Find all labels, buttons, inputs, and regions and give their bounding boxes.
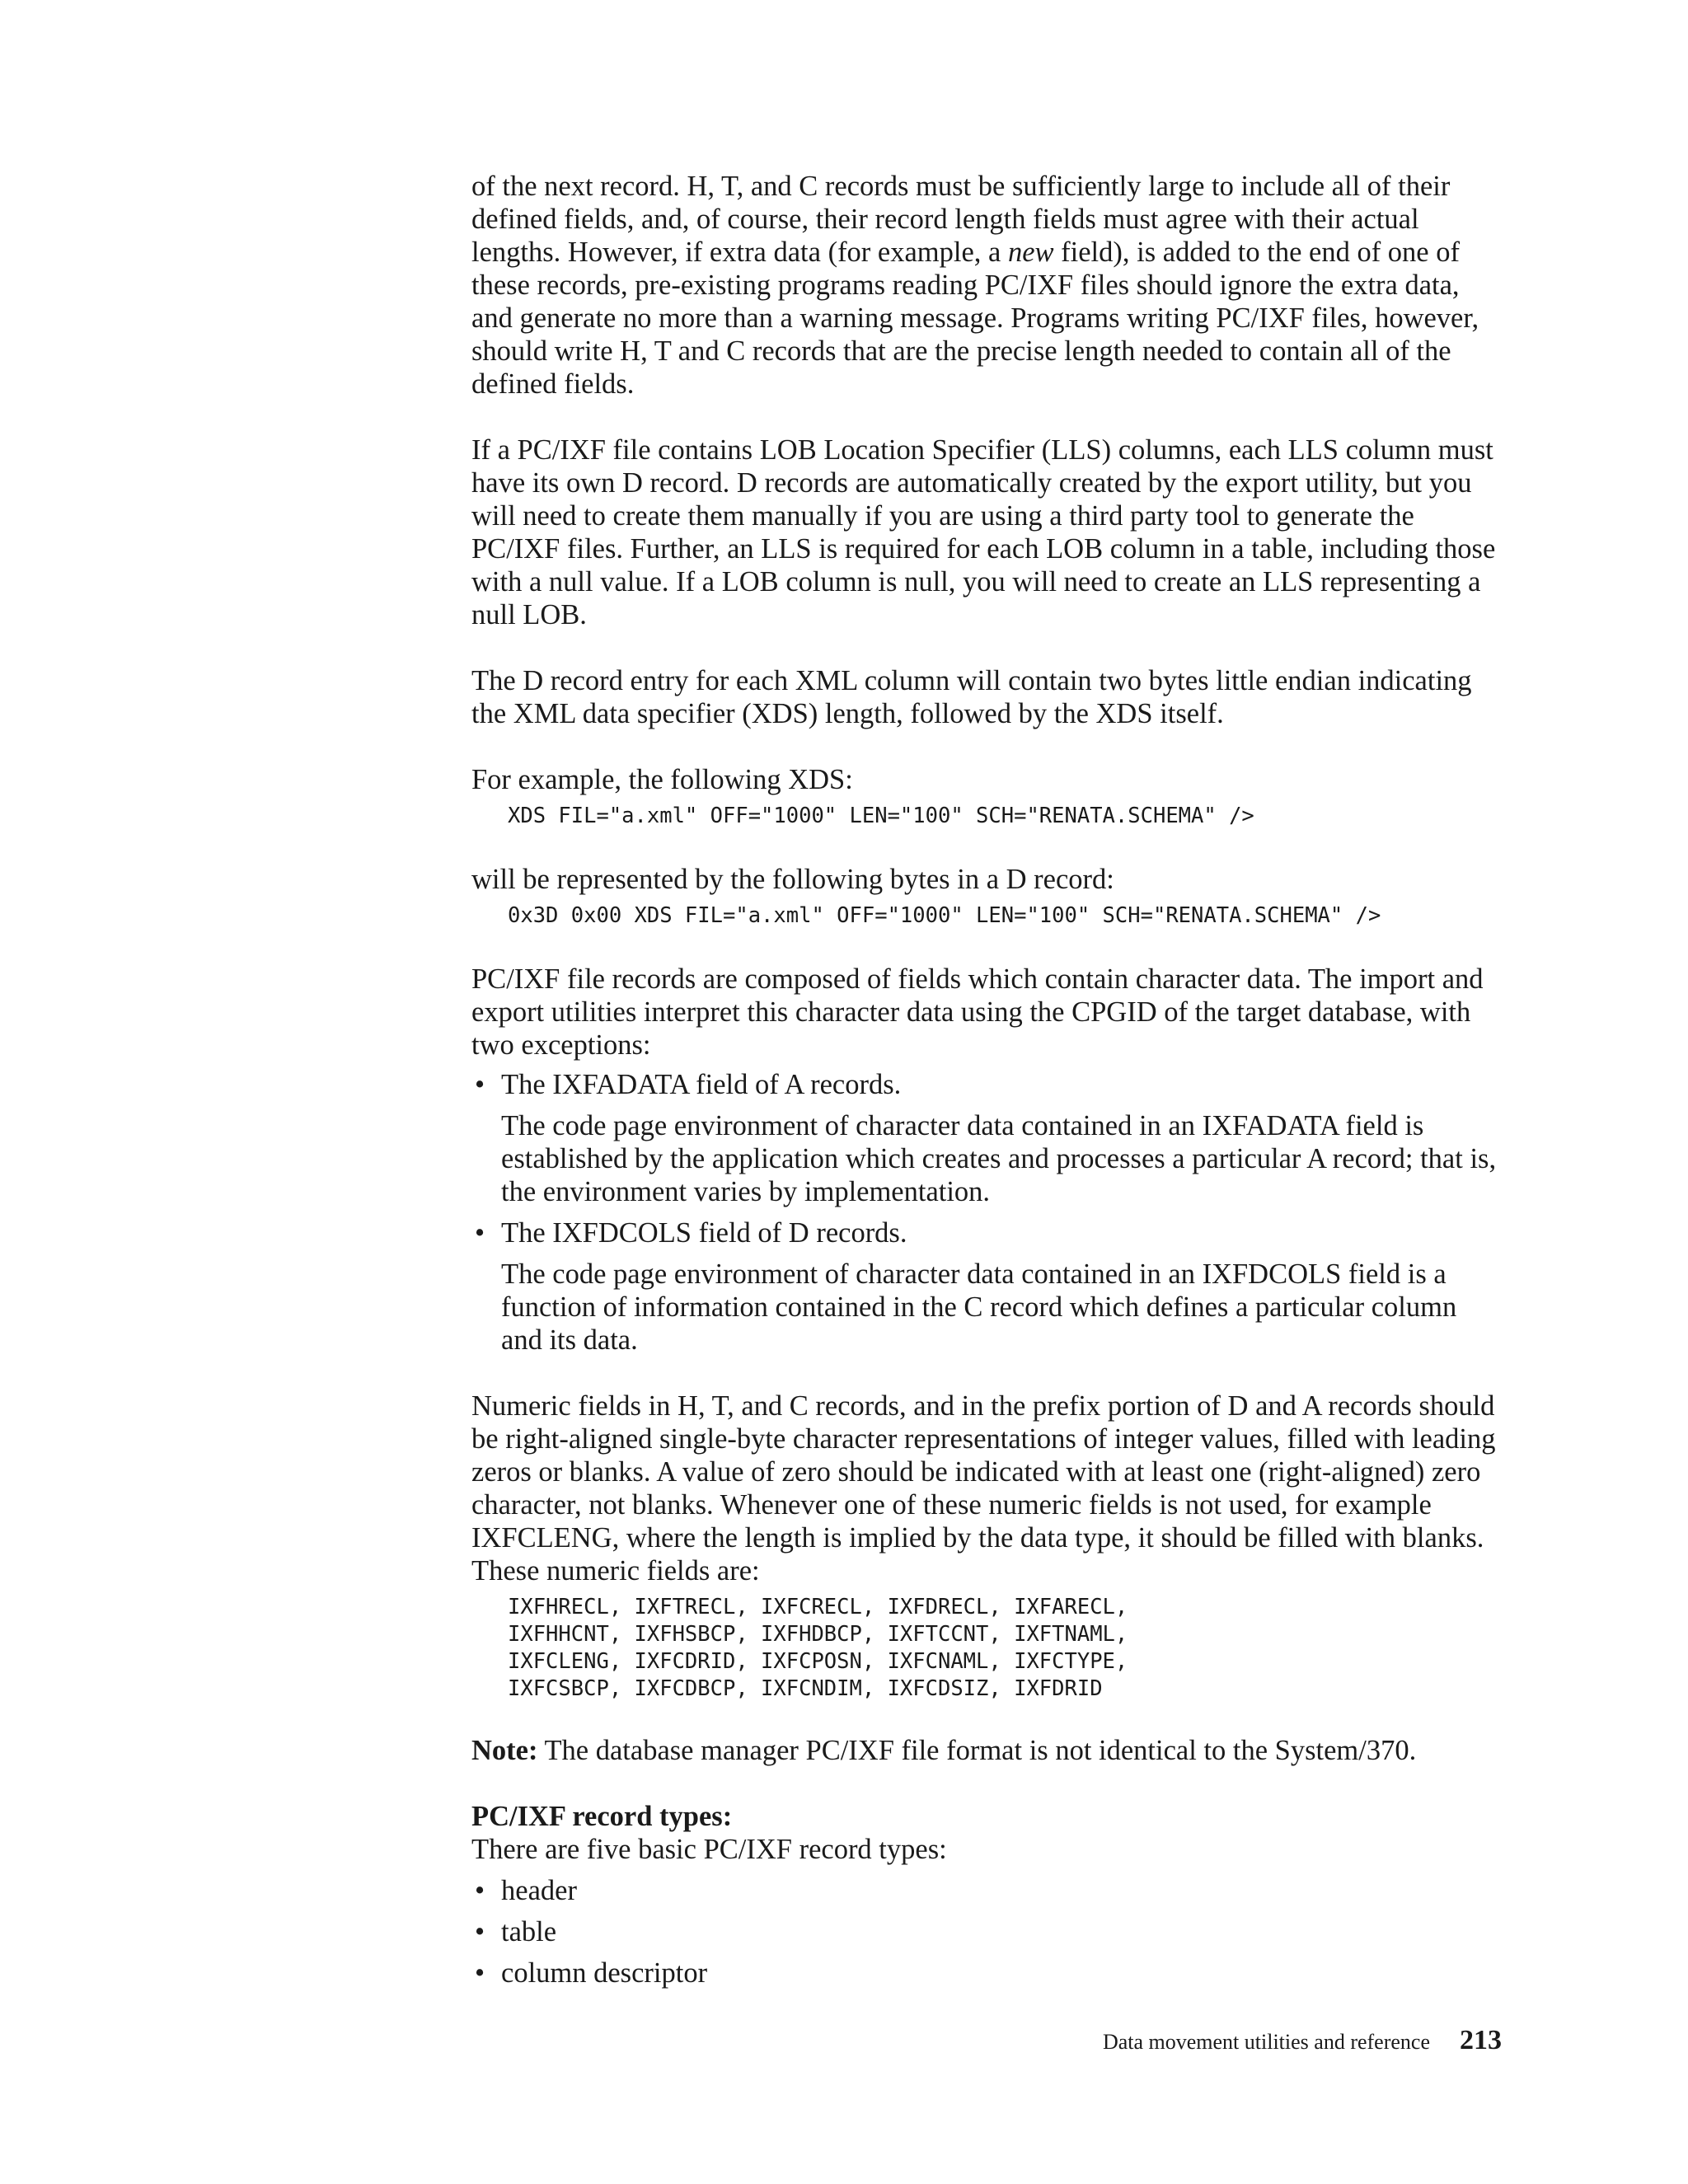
list-item bbox=[471, 1216, 1502, 1357]
paragraph-numeric-fields: Numeric fields in H, T, and C records, and in the prefix portion of D and A records should be right-aligned single-byte character representations of integer values, filled with leading zeros or blanks. A value of zero should be indicated with at least one (right-aligned) zero character, not blanks. Whenever one of these numeric fields is not used, for example IXFCLENG, where the length is implied by the data type, it should be filled with blanks. These numeric fields are: bbox=[471, 1390, 1496, 1586]
paragraph-d-record-bytes: will be represented by the following bytes in a D record: bbox=[471, 864, 1114, 895]
italic-new: new bbox=[1007, 237, 1054, 268]
record-type-label: table bbox=[501, 1916, 557, 1947]
page-footer bbox=[1103, 2024, 1502, 2059]
note bbox=[471, 1734, 1502, 1767]
footer-section-title: Data movement utilities and reference bbox=[1102, 2030, 1430, 2054]
page-number: 213 bbox=[1460, 2025, 1502, 2055]
list-item bbox=[471, 1874, 1502, 1907]
paragraph-character-data: PC/IXF file records are composed of fields which contain character data. The import and export utilities interpret this character data using the CPGID of the target database, with two exceptions: bbox=[471, 963, 1484, 1061]
bullet-icon: • bbox=[475, 1957, 485, 1989]
paragraph-record-length: of the next record. H, T, and C records must be sufficiently large to include all of their defined fields, and, of course, their record length fields must agree with their actual lengths. However, if extra data (for example, a new field), is added to the end of one of these records, pre-existing programs reading PC/IXF files should ignore the extra data, and generate no more than a warning message. Programs writing PC/IXF files, however, should write H, T and C records that are the precise length needed to contain all of the defined fields. bbox=[471, 171, 1479, 400]
list-item bbox=[471, 1915, 1502, 1948]
note-label: Note: bbox=[471, 1735, 538, 1766]
bullet-icon: • bbox=[475, 1916, 485, 1947]
bullet-icon: • bbox=[475, 1875, 485, 1906]
record-type-label: header bbox=[501, 1875, 577, 1906]
bullet-icon: • bbox=[475, 1217, 485, 1249]
document-body bbox=[471, 170, 1502, 1998]
note-text: The database manager PC/IXF file format is not identical to the System/370. bbox=[537, 1735, 1417, 1766]
exception-title: The IXFADATA field of A records. bbox=[501, 1069, 902, 1100]
record-type-label: column descriptor bbox=[501, 1957, 708, 1989]
exception-detail: The code page environment of character data contained in an IXFADATA field is established by the application which creates and processes a particular A record; that is, the environment varies by implementation. bbox=[501, 1110, 1497, 1207]
record-types-list bbox=[471, 1874, 1502, 1990]
code-xds-example: XDS FIL="a.xml" OFF="1000" LEN="100" SCH="RENATA.SCHEMA" /> bbox=[508, 804, 1254, 828]
exception-title: The IXFDCOLS field of D records. bbox=[501, 1217, 907, 1249]
paragraph-record-types: There are five basic PC/IXF record types: bbox=[471, 1834, 947, 1865]
section-heading: PC/IXF record types: bbox=[471, 1801, 733, 1832]
code-numeric-fields: IXFHRECL, IXFTRECL, IXFCRECL, IXFDRECL, IXFARECL, IXFHHCNT, IXFHSBCP, IXFHDBCP, IXFTCCNT, IXFTNAML, IXFCLENG, IXFCDRID, IXFCPOSN, IXFCNAML, IXFCTYPE, IXFCSBCP, IXFCDBCP, IXFCNDIM, IXFCDSIZ, IXFDRID bbox=[508, 1595, 1128, 1701]
exceptions-list bbox=[471, 1068, 1502, 1357]
exception-detail: The code page environment of character data contained in an IXFDCOLS field is a function of information contained in the C record which defines a particular column and its data. bbox=[501, 1258, 1457, 1356]
list-item bbox=[471, 1957, 1502, 1990]
list-item bbox=[471, 1068, 1502, 1208]
paragraph-xml-column: The D record entry for each XML column will contain two bytes little endian indicating the XML data specifier (XDS) length, followed by the XDS itself. bbox=[471, 665, 1472, 729]
code-d-record-bytes: 0x3D 0x00 XDS FIL="a.xml" OFF="1000" LEN="100" SCH="RENATA.SCHEMA" /> bbox=[508, 903, 1381, 928]
paragraph-xds-example: For example, the following XDS: bbox=[471, 764, 853, 795]
bullet-icon: • bbox=[475, 1069, 485, 1100]
paragraph-lls-columns: If a PC/IXF file contains LOB Location Specifier (LLS) columns, each LLS column must have its own D record. D records are automatically created by the export utility, but you will need to create them manually if you are using a third party tool to generate the PC/IXF files. Further, an LLS is required for each LOB column in a table, including those with a null value. If a LOB column is null, you will need to create an LLS representing a null LOB. bbox=[471, 434, 1496, 630]
